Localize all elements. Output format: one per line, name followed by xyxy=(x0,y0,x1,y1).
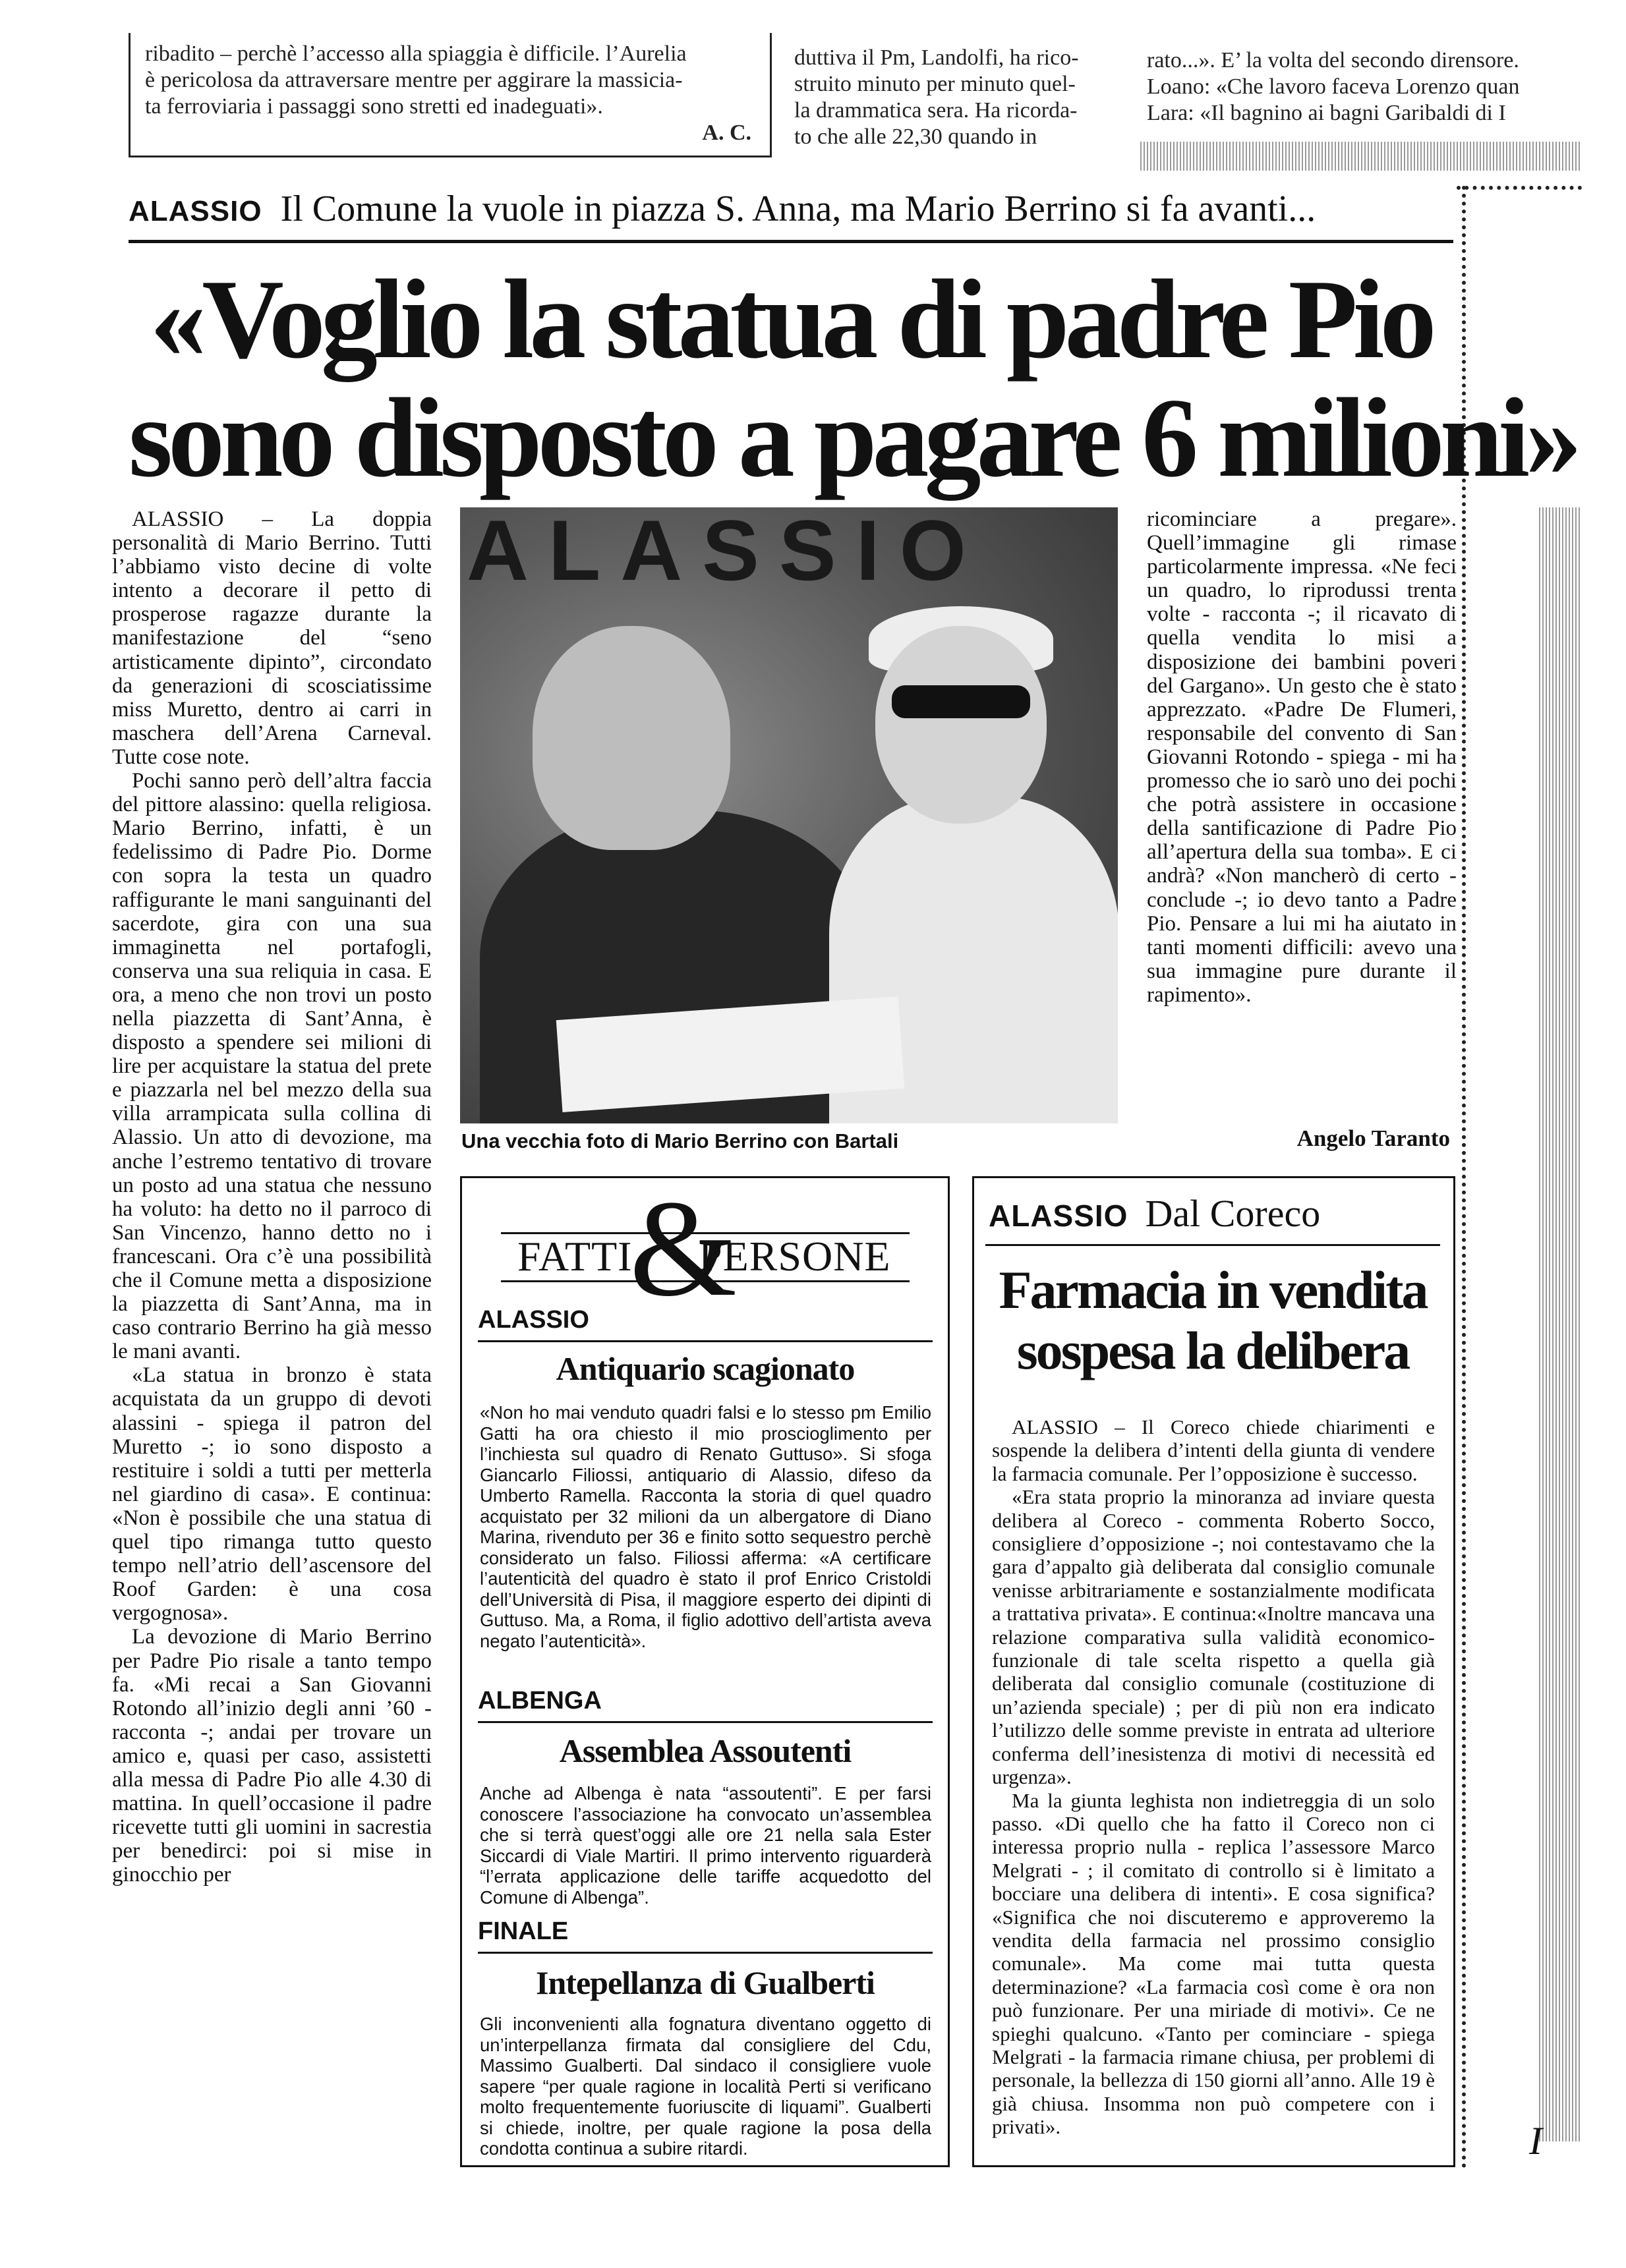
news-item-headline: Assemblea Assoutenti xyxy=(559,1732,852,1769)
article-paragraph: La devozione di Mario Berrino per Padre Pio risale a tanto tempo fa. «Mi recai a San Giovanni Rotondo all’inizio degli anni ’60 - racconta -; andai per trovare un amico e, quasi per caso, assistetti alla messa di Padre Pio alle 4.30 di mattina. In quell’occasione il padre ricevette tutti gli uomini in sacrestia per benedirci: poi si mise in ginocchio per xyxy=(112,1625,432,1887)
coreco-kicker-text: Dal Coreco xyxy=(1145,1192,1321,1235)
fragment-line: la drammatica sera. Ha ricorda- xyxy=(794,98,1078,123)
coreco-headline-line-1: Farmacia in vendita xyxy=(999,1260,1427,1320)
photo-sunglasses xyxy=(892,685,1030,718)
dotted-divider-top xyxy=(1457,186,1582,190)
photo-figure-left-head xyxy=(533,626,730,850)
news-item-body xyxy=(480,2014,931,2159)
news-item-text: «Non ho mai venduto quadri falsi e lo stesso pm Emilio Gatti ha ora chiesto il mio proscioglimento per l’inchiesta sul quadro di Renato Guttuso». Si sfoga Giancarlo Filiossi, antiquario di Alassio, difeso da Umberto Ramella. Racconta la storia di quel quadro acquistato per 32 milioni da un albergatore di Diano Marina, rivenduto per 36 e finito sotto sequestro perchè considerato un falso. Filiossi afferma: «A certificare l’autenticità del quadro è stato il prof Enrico Cristoldi dell’Università di Pisa, il maggiore esperto dei dipinti di Guttuso. Ma, a Roma, il figlio adottivo dell’artista aveva negato l’autenticità». xyxy=(480,1402,931,1651)
coreco-location: ALASSIO xyxy=(989,1199,1128,1233)
main-article-column xyxy=(112,507,432,2168)
news-item-text: Anche ad Albenga è nata “assoutenti”. E per farsi conoscere l’associazione ha convocato un’assemblea che si terrà quest’oggi alle ore 21 nella sala Ester Siccardi di Viale Martiri. Il primo intervento riguarderà “l’errata applicazione delle tariffe acquedotto del Comune di Albenga”. xyxy=(480,1783,931,1908)
kicker-location: ALASSIO xyxy=(129,195,262,227)
fragment-line: to che alle 22,30 quando in xyxy=(794,125,1037,149)
page-folio: I xyxy=(1529,2119,1542,2163)
fragment-line: struito minuto per minuto quel- xyxy=(794,72,1076,96)
masthead-ampersand: & xyxy=(629,1172,738,1325)
article-paragraph: ALASSIO – La doppia personalità di Mario Berrino. Tutti l’abbiamo visto decine di volte intento a decorare il petto di prosperose ragazze durante la manifestazione del “seno artisticamente dipinto”, circondato da generazioni di scosciatissime miss Muretto, dentro ai carri in maschera dell’Arena Carneval. Tutte cose note. xyxy=(112,507,432,769)
hatch-band-right xyxy=(1539,507,1582,2141)
coreco-paragraph: ALASSIO – Il Coreco chiede chiarimenti e sospende la delibera d’intenti della giunta di vendere la farmacia comunale. Per l’opposizione è successo. xyxy=(992,1415,1435,1485)
photo-caption: Una vecchia foto di Mario Berrino con Bartali xyxy=(461,1129,899,1152)
photo-figure-right-head xyxy=(875,626,1047,824)
news-item-text: Gli inconvenienti alla fognatura diventano oggetto di un’interpellanza firmata dal consigliere del Cdu, Massimo Gualberti. Dal sindaco il consigliere vuole sapere “per quale ragione in località Perti si verificano molto frequentemente fuoriuscite di liquami”. Gualberti si chiede, inoltre, per quale ragione la posa della condotta continua a subire ritardi. xyxy=(480,2014,931,2159)
photo-sign-text: ALASSIO xyxy=(467,507,986,598)
fragment-line: Lara: «Il bagnino ai bagni Garibaldi di I xyxy=(1147,101,1506,125)
article-paragraph: «La statua in bronzo è stata acquistata da un gruppo di devoti alassini - spiega il patron del Muretto -; io sono disposto a restituire i soldi a tutti per metterla nel giardino di casa». E continua: «Non è possibile che una statua di quel tipo rimanga tutto questo tempo nell’atrio dell’ascensore del Roof Garden: è una cosa vergognosa». xyxy=(112,1363,432,1626)
news-item-body xyxy=(480,1402,931,1651)
coreco-paragraph: Ma la giunta leghista non indietreggia di un solo passo. «Di quello che ha fatto il Coreco non ci interessa proprio nulla - replica l’assessore Marco Melgrati - ; il comitato di controllo si è limitato a bocciare una delibera di intenti». E cosa significa? «Significa che noi discuteremo e approveremo la vendita della farmacia nel prossimo consiglio comunale». Ma come mai tutta questa determinazione? «La farmacia così come è ora non può funzionare. Per una miriade di motivi». Ce ne spieghi qualcuno. «Tanto per cominciare - spiega Melgrati - la farmacia rimane chiusa, per problemi di personale, la bellezza di 150 giorni all’anno. Alle 19 è già chiusa. Insomma non può competere con i privati». xyxy=(992,1788,1435,2139)
masthead-persone: PERSONE xyxy=(699,1233,891,1280)
article-paragraph: ricominciare a pregare». Quell’immagine gli rimase particolarmente impressa. «Ne feci un quadro, lo riprodussi trenta volte - racconta -; il ricavato di quella vendita lo misi a disposizione dei bambini poveri del Gargano». Un gesto che è stato apprezzato. «Padre De Flumeri, responsabile del convento di San Giovanni Rotondo - spiega - mi ha promesso che io sarò uno dei pochi che potrà assistere in occasione della santificazione di Padre Pio all’apertura della sua tomba». E ci andrà? «Non mancherò di certo - conclude -; io devo tanto a Padre Pio. Pensare a lui mi ha aiutato in tanti momenti difficili: avevo una sua immagine pure durante il rapimento». xyxy=(1147,507,1457,1007)
previous-article-col3 xyxy=(1147,47,1582,127)
masthead-fatti: FATTI xyxy=(517,1233,633,1280)
news-item-tag: FINALE xyxy=(478,1917,569,1945)
news-item-rule xyxy=(478,1340,933,1342)
article-byline: Angelo Taranto xyxy=(1296,1125,1450,1151)
coreco-kicker xyxy=(989,1191,1320,1235)
news-item-rule xyxy=(478,1721,933,1723)
news-item-tag: ALASSIO xyxy=(478,1306,589,1334)
kicker-text: Il Comune la vuole in piazza S. Anna, ma Mario Berrino si fa avanti... xyxy=(280,188,1316,229)
coreco-body xyxy=(992,1415,1435,2139)
fragment-line: rato...». E’ la volta del secondo dirensore. xyxy=(1147,48,1519,72)
fragment-line: è pericolosa da attraversare mentre per aggirare la massicia- xyxy=(145,68,683,92)
news-item-headline: Antiquario scagionato xyxy=(556,1350,855,1387)
fragment-line: Loano: «Che lavoro faceva Lorenzo quan xyxy=(1147,74,1520,99)
news-item-body xyxy=(480,1783,931,1908)
coreco-rule xyxy=(985,1244,1440,1246)
article-continuation-column xyxy=(1147,507,1457,1007)
news-item-tag: ALBENGA xyxy=(478,1687,602,1715)
hatch-band-top xyxy=(1140,142,1582,171)
previous-article-col2 xyxy=(794,45,1137,150)
fragment-line: ribadito – perchè l’accesso alla spiaggia è difficile. l’Aurelia xyxy=(145,42,687,66)
kicker-rule xyxy=(129,240,1453,243)
coreco-paragraph: «Era stata proprio la minoranza ad inviare questa delibera al Coreco - commenta Roberto Socco, consigliere d’opposizione -; noi contestavamo che la gara d’appalto già deliberata dal consiglio comunale venisse arbitrariamente e sostanzialmente modificata a trattativa privata». E continua:«Inoltre mancava una relazione comparativa sulla validità economico-funzionale di tale scelta rispetto a quella già deliberata dal consiglio comunale (costituzione di un’azienda speciale) ; per di più non era indicato l’utilizzo delle somme previste in entrata ad ulteriore conferma dell’inesistenza di motivi di necessità ed urgenza». xyxy=(992,1485,1435,1789)
fragment-line: duttiva il Pm, Landolfi, ha rico- xyxy=(794,45,1079,70)
news-item-rule xyxy=(478,1952,933,1954)
previous-article-col1 xyxy=(145,41,751,146)
fragment-signature: A. C. xyxy=(702,121,751,145)
fragment-line: ta ferroviaria i passaggi sono stretti ed inadeguati». xyxy=(145,94,603,119)
kicker xyxy=(129,188,1453,230)
article-paragraph: Pochi sanno però dell’altra faccia del pittore alassino: quella religiosa. Mario Berrino, infatti, è un fedelissimo di Padre Pio. Dorme con sopra la testa un quadro raffigurante le mani sanguinanti del sacerdote, gira con una sua immaginetta nel portafogli, conserva una sua reliquia in casa. E ora, a meno che non trovi un posto nella piazzetta di Sant’Anna, è disposto a spendere sei milioni di lire per acquistare la statua del prete e piazzarla nel bel mezzo della sua villa arrampicata sulla collina di Alassio. Un atto di devozione, ma anche l’estremo tentativo di trovare un posto ad una statua che nessuno ha voluto: ha detto no il parroco di San Vincenzo, hanno detto no i francescani. Ora c’è una possibilità che il Comune metta a disposizione la piazzetta di Sant’Anna, ma in caso contrario Berrino ha già messo le mani avanti. xyxy=(112,769,432,1364)
news-item-headline: Intepellanza di Gualberti xyxy=(536,1964,875,2001)
article-photo xyxy=(460,507,1118,1123)
coreco-headline-line-2: sospesa la delibera xyxy=(1016,1320,1409,1380)
headline-line-2: sono disposto a pagare 6 milioni» xyxy=(129,376,1578,501)
headline-line-1: «Voglio la statua di padre Pio xyxy=(150,257,1432,382)
